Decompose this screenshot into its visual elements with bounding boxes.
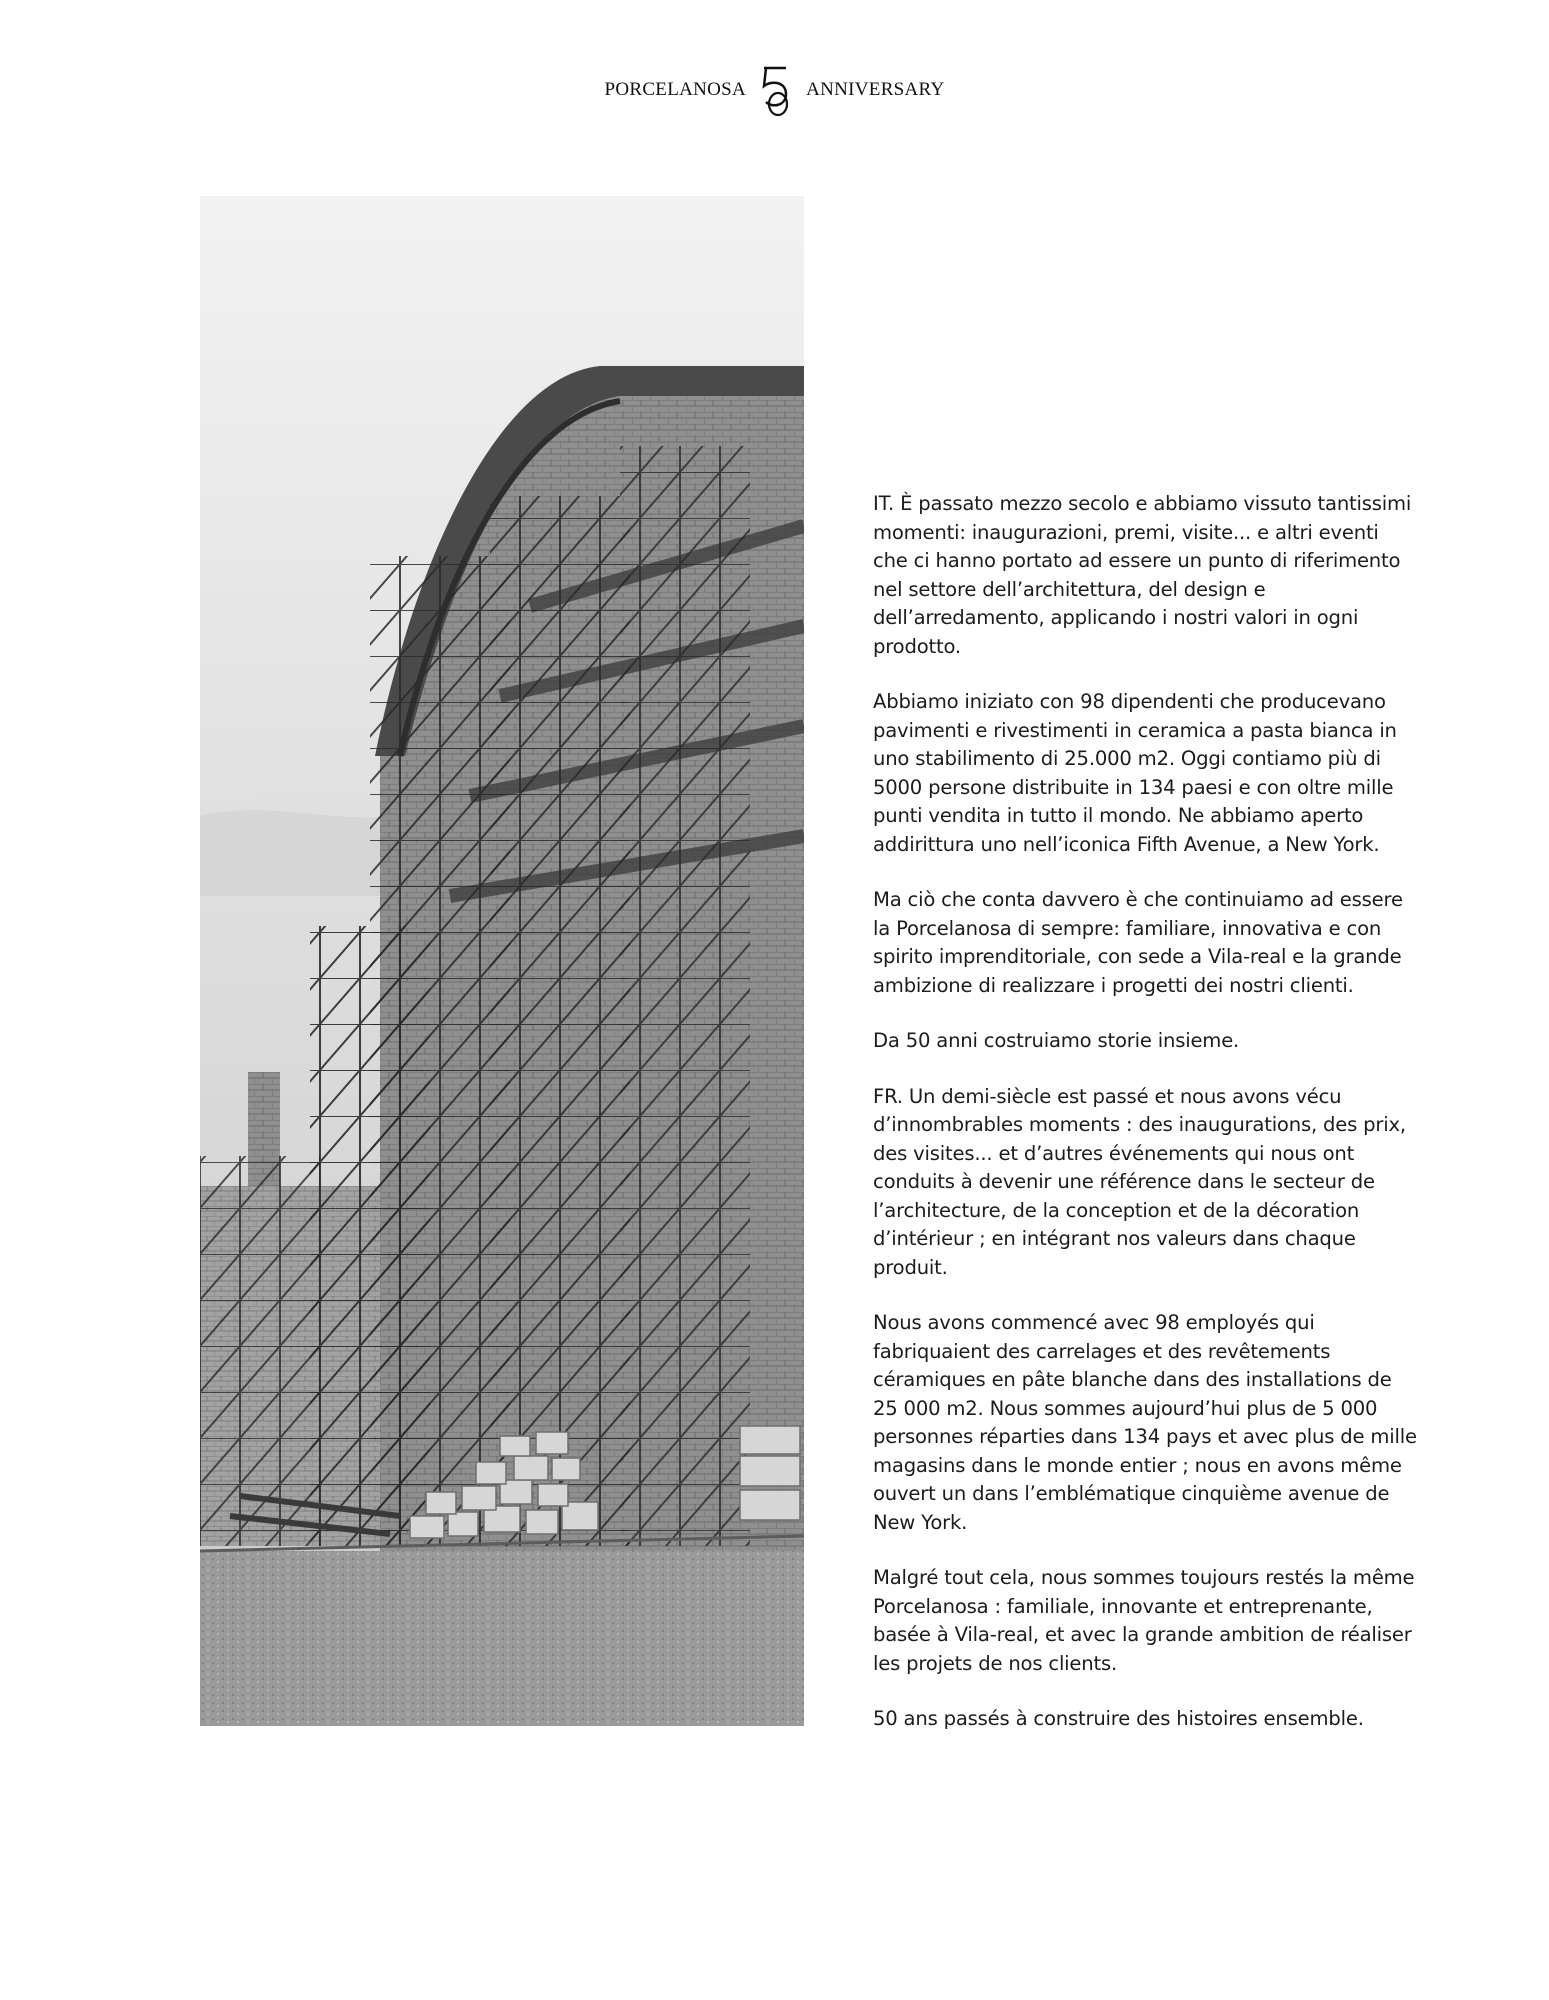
page-header (0, 62, 1549, 118)
paragraph-fr-closing: 50 ans passés à construire des histoires ensemble. (873, 1707, 1364, 1730)
paragraph-it-values: Ma ciò che conta davvero è che continuiamo ad essere la Porcelanosa di sempre: familiare, innovativa e con spirito imprenditoriale, con sede a Vila-real e la grande ambizione di realizzare i progetti dei nostri clienti. (873, 888, 1403, 997)
paragraph-fr-intro: FR. Un demi-siècle est passé et nous avons vécu d’innombrables moments : des inaugurations, des prix, des visites... et d’autres événements qui nous ont conduits à devenir une référence dans le secteur de l’architecture, de la conception et de la décoration d’intérieur ; en intégrant nos valeurs dans chaque produit. (873, 1084, 1406, 1279)
factory-construction-photo (200, 196, 804, 1726)
anniversary-50-logo-icon (756, 62, 796, 118)
paragraph-fr-values: Malgré tout cela, nous sommes toujours restés la même Porcelanosa : familiale, innovante et entreprenante, basée à Vila-real, et avec la grande ambition de réaliser les projets de nos clients. (873, 1566, 1415, 1675)
paragraph-fr-history: Nous avons commencé avec 98 employés qui fabriquaient des carrelages et des revêtements céramiques en pâte blanche dans des installations de 25 000 m2. Nous sommes aujourd’hui plus de 5 000 personnes réparties dans 134 pays et avec plus de mille magasins dans le monde entier ; nous en avons même ouvert un dans l’emblématique cinquième avenue de New York. (873, 1311, 1417, 1534)
anniversary-label: ANNIVERSARY (806, 79, 945, 100)
factory-construction-illustration-icon (200, 196, 804, 1726)
brand-name: PORCELANOSA (604, 79, 747, 100)
paragraph-it-intro: IT. È passato mezzo secolo e abbiamo vissuto tantissimi momenti: inaugurazioni, premi, visite... e altri eventi che ci hanno portato ad essere un punto di riferimento nel settore dell’architettura, del design e dell’arredamento, applicando i nostri valori in ogni prodotto. (873, 492, 1412, 658)
paragraph-it-history: Abbiamo iniziato con 98 dipendenti che producevano pavimenti e rivestimenti in ceramica a pasta bianca in uno stabilimento di 25.000 m2. Oggi contiamo più di 5000 persone distribuite in 134 paesi e con oltre mille punti vendita in tutto il mondo. Ne abbiamo aperto addirittura uno nell’iconica Fifth Avenue, a New York. (873, 690, 1397, 856)
body-text-column (873, 490, 1418, 1761)
paragraph-it-closing: Da 50 anni costruiamo storie insieme. (873, 1029, 1240, 1052)
